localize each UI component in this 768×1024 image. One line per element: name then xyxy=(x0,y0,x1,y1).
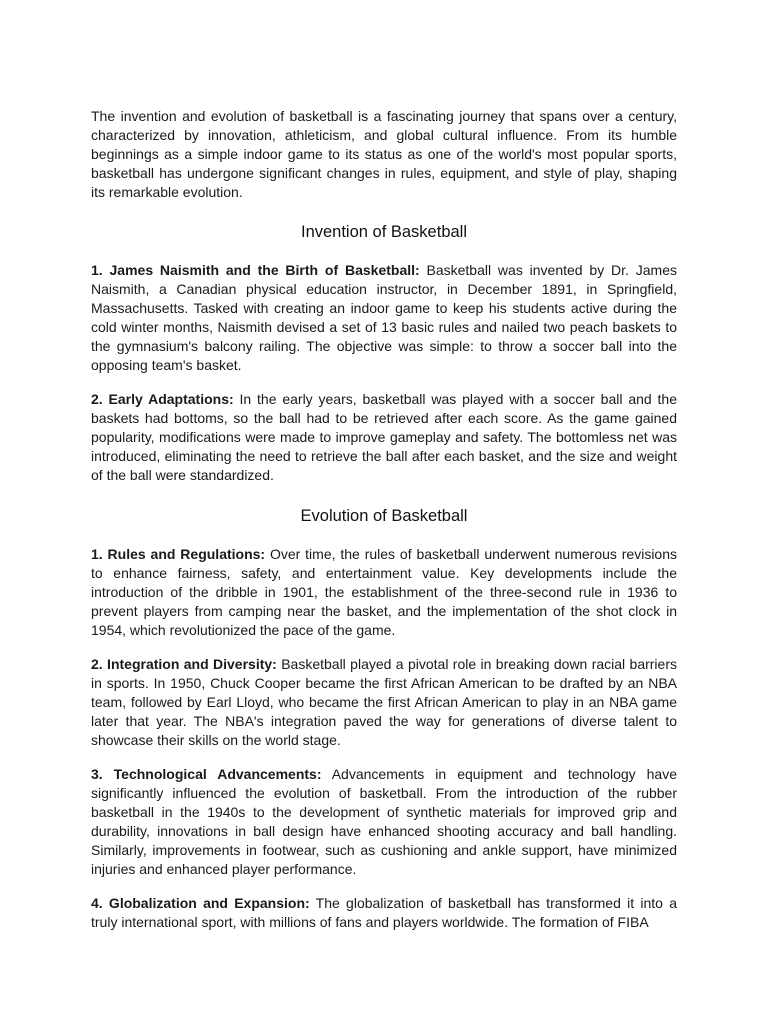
paragraph-text: Basketball played a pivotal role in breaking down racial barriers in sports. In 1950, Chuck Cooper became the first African American to be drafted by an NBA team, followed by Earl Lloyd, who became the first African American to play in an NBA game later that year. The NBA's integration paved the way for generations of diverse talent to showcase their skills on the world stage. xyxy=(91,656,677,748)
paragraph-title: 4. Globalization and Expansion: xyxy=(91,895,310,911)
paragraph-rules xyxy=(91,545,677,640)
paragraph-integration xyxy=(91,655,677,750)
paragraph-text: Basketball was invented by Dr. James Naismith, a Canadian physical education instructor, in December 1891, in Springfield, Massachusetts. Tasked with creating an indoor game to keep his students active during the cold winter months, Naismith devised a set of 13 basic rules and nailed two peach baskets to the gymnasium's balcony railing. The objective was simple: to throw a soccer ball into the opposing team's basket. xyxy=(91,262,677,373)
paragraph-title: 2. Early Adaptations: xyxy=(91,391,234,407)
paragraph-technology xyxy=(91,765,677,879)
intro-paragraph: The invention and evolution of basketball is a fascinating journey that spans over a century, characterized by innovation, athleticism, and global cultural influence. From its humble beginnings as a simple indoor game to its status as one of the world's most popular sports, basketball has undergone significant changes in rules, equipment, and style of play, shaping its remarkable evolution. xyxy=(91,108,677,200)
paragraph-text: The globalization of basketball has transformed it into a truly international sport, with millions of fans and players worldwide. The formation of FIBA xyxy=(91,895,677,930)
paragraph-text: Advancements in equipment and technology have significantly influenced the evolution of basketball. From the introduction of the rubber basketball in the 1940s to the development of synthetic materials for improved grip and durability, innovations in ball design have enhanced shooting accuracy and ball handling. Similarly, improvements in footwear, such as cushioning and ankle support, have minimized injuries and enhanced player performance. xyxy=(91,766,677,877)
paragraph-text: Over time, the rules of basketball underwent numerous revisions to enhance fairness, safety, and entertainment value. Key developments include the introduction of the dribble in 1901, the establishment of the three-second rule in 1936 to prevent players from camping near the basket, and the implementation of the shot clock in 1954, which revolutionized the pace of the game. xyxy=(91,546,677,638)
paragraph-naismith xyxy=(91,261,677,375)
paragraph-early-adaptations xyxy=(91,390,677,485)
section-heading-invention: Invention of Basketball xyxy=(300,223,468,241)
paragraph-title: 1. James Naismith and the Birth of Basketball: xyxy=(91,262,420,278)
paragraph-globalization xyxy=(91,894,677,932)
document-page xyxy=(91,107,677,947)
paragraph-title: 1. Rules and Regulations: xyxy=(91,546,266,562)
section-heading-evolution: Evolution of Basketball xyxy=(300,507,468,525)
paragraph-text: In the early years, basketball was played with a soccer ball and the baskets had bottoms, so the ball had to be retrieved after each score. As the game gained popularity, modifications were made to improve gameplay and safety. The bottomless net was introduced, eliminating the need to retrieve the ball after each basket, and the size and weight of the ball were standardized. xyxy=(91,391,677,483)
paragraph-title: 2. Integration and Diversity: xyxy=(91,656,277,672)
paragraph-title: 3. Technological Advancements: xyxy=(91,766,322,782)
